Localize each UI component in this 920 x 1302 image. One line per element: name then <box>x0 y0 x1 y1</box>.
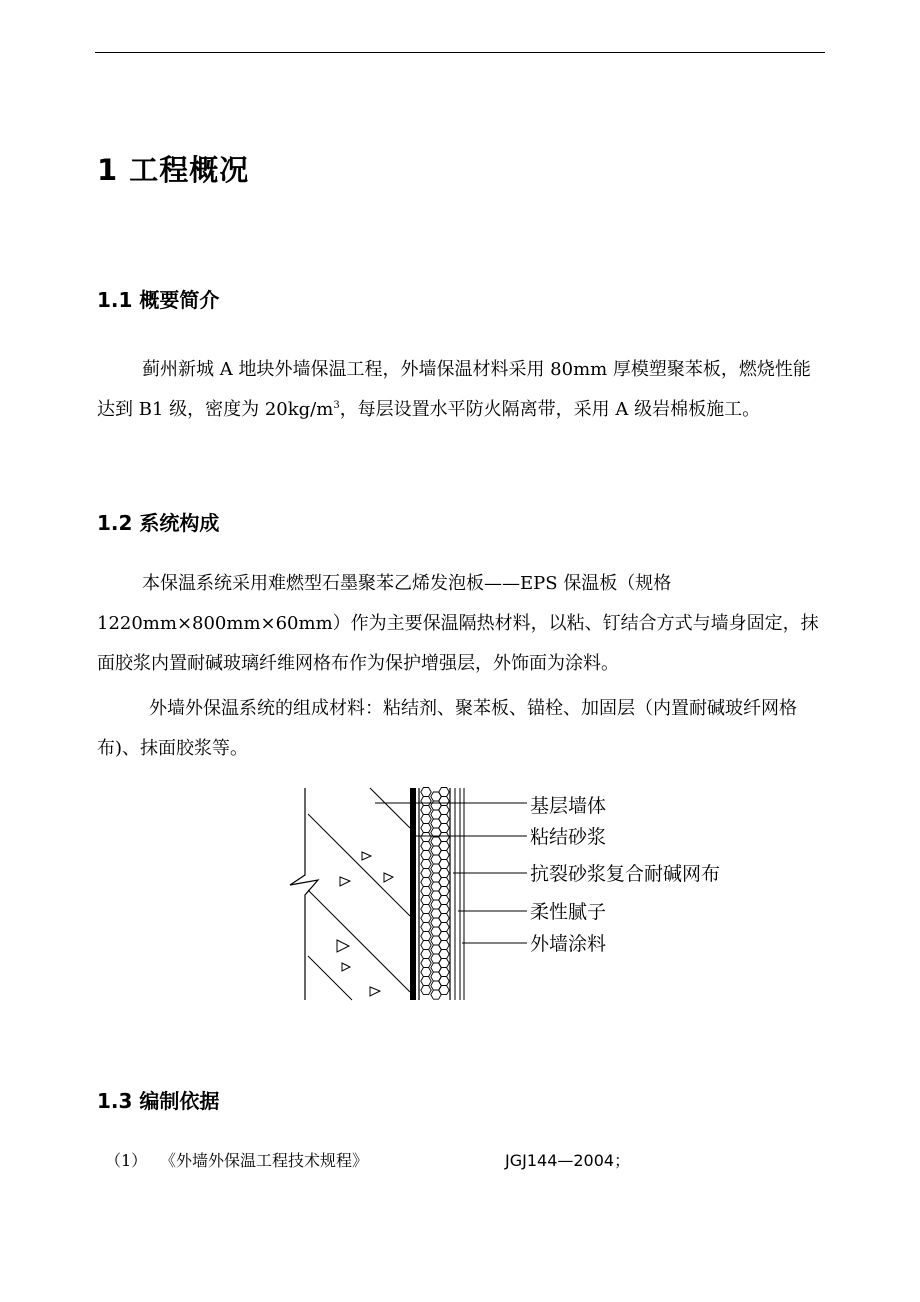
eps-cell <box>439 977 449 986</box>
eps-cell <box>421 905 431 914</box>
eps-cell <box>439 986 449 995</box>
eps-cell <box>439 851 449 860</box>
leader-lines <box>375 803 527 943</box>
eps-cell <box>439 959 449 968</box>
eps-cell <box>421 896 431 905</box>
eps-cell <box>421 869 431 878</box>
label-anti-crack-mortar: 抗裂砂浆复合耐碱网布 <box>530 863 721 885</box>
section-1-2-heading: 1.2 系统构成 <box>97 511 220 535</box>
label-base-wall: 基层墙体 <box>530 795 607 817</box>
eps-cell <box>421 923 431 932</box>
eps-cell <box>421 977 431 986</box>
eps-cell <box>421 860 431 869</box>
eps-cell <box>439 896 449 905</box>
wall-hatching <box>308 788 410 1000</box>
superscript: 3 <box>333 400 340 411</box>
paragraph-text-tail: ，每层设置水平防火隔离带，采用 A 级岩棉板施工。 <box>339 399 761 420</box>
label-flexible-putty: 柔性腻子 <box>530 901 607 923</box>
eps-cell <box>439 923 449 932</box>
eps-cell <box>421 941 431 950</box>
eps-cell <box>439 968 449 977</box>
label-adhesive-mortar: 粘结砂浆 <box>530 826 607 848</box>
eps-cell <box>439 806 449 815</box>
eps-cell <box>439 797 449 806</box>
label-exterior-paint: 外墙涂料 <box>530 933 607 955</box>
eps-cell <box>421 833 431 842</box>
reference-title: 《外墙外保温工程技术规程》 <box>160 1151 369 1170</box>
eps-cell <box>421 950 431 959</box>
eps-cell <box>421 887 431 896</box>
eps-cell <box>421 932 431 941</box>
section-1-3-heading: 1.3 编制依据 <box>97 1089 220 1113</box>
eps-cell <box>439 914 449 923</box>
reference-code: JGJ144—2004； <box>505 1151 631 1170</box>
eps-cell <box>421 797 431 806</box>
eps-cell <box>439 788 449 797</box>
section-1-2-paragraph-1: 本保温系统采用难燃型石墨聚苯乙烯发泡板——EPS 保温板（规格 1220mm×800mm×60mm）作为主要保温隔热材料，以粘、钉结合方式与墙身固定，抹面胶浆内置耐碱玻璃纤维网格布作为保护增强层，外饰面为涂料。 <box>97 573 819 674</box>
eps-cell <box>421 959 431 968</box>
eps-cell <box>421 914 431 923</box>
section-1-1-heading: 1.1 概要简介 <box>97 288 220 312</box>
eps-cell <box>421 878 431 887</box>
eps-cell <box>421 986 431 995</box>
adhesive-mortar-layer <box>410 788 416 1000</box>
eps-cell <box>439 905 449 914</box>
eps-cell <box>439 869 449 878</box>
reference-number: （1） <box>105 1151 148 1170</box>
eps-cell <box>439 941 449 950</box>
eps-cell <box>421 806 431 815</box>
eps-cell <box>439 878 449 887</box>
eps-cell <box>439 833 449 842</box>
eps-cell <box>421 815 431 824</box>
eps-cell <box>439 815 449 824</box>
eps-cell <box>421 842 431 851</box>
eps-cell <box>421 788 431 797</box>
section-1-2-paragraph-2: 外墙外保温系统的组成材料：粘结剂、聚苯板、锚栓、加固层（内置耐碱玻纤网格布)、抹面胶浆等。 <box>97 698 797 759</box>
eps-cell <box>421 968 431 977</box>
eps-board-layer <box>421 788 449 1000</box>
aggregate-marks <box>337 852 393 996</box>
eps-cell <box>439 932 449 941</box>
eps-cell <box>439 860 449 869</box>
paragraph-text: 蓟州新城 A 地块外墙保温工程，外墙保温材料采用 80mm 厚模塑聚苯板，燃烧性能达到 B1 级，密度为 20kg/m <box>97 359 811 420</box>
eps-cell <box>421 851 431 860</box>
eps-cell <box>421 824 431 833</box>
eps-cell <box>439 842 449 851</box>
eps-cell <box>439 824 449 833</box>
eps-cell <box>439 887 449 896</box>
eps-cell <box>439 950 449 959</box>
section-1-heading: 1 工程概况 <box>97 153 250 187</box>
